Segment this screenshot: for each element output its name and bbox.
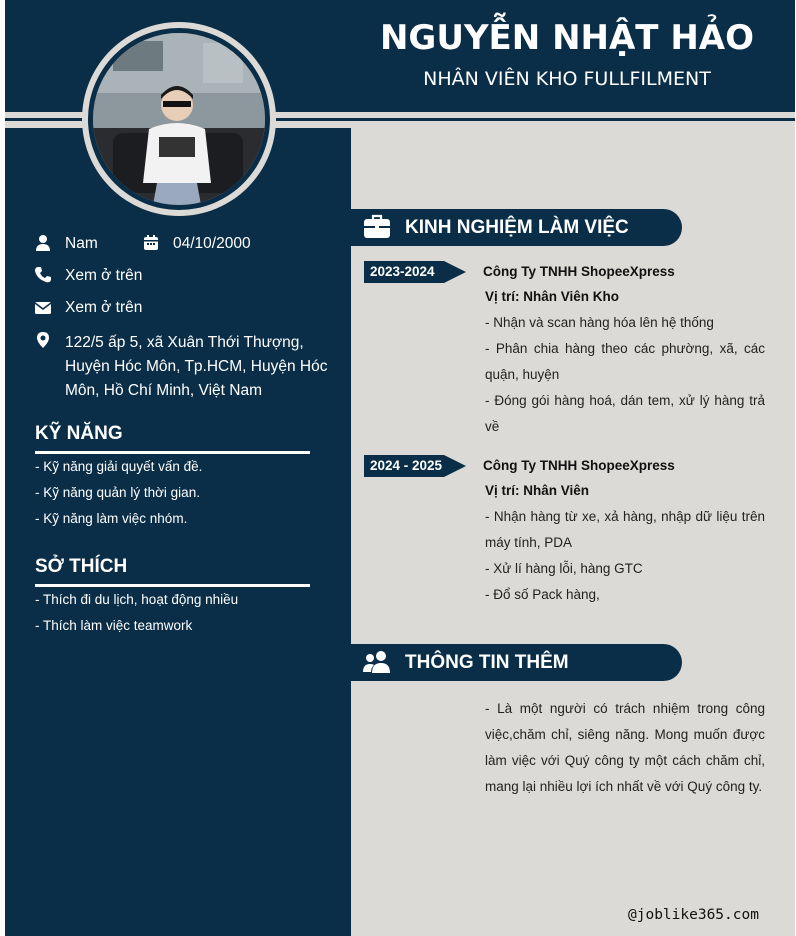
job-position: Vị trí: Nhân Viên Kho [485,289,620,304]
job-duties [485,310,765,440]
experience-title: KINH NGHIỆM LÀM VIỆC [405,217,629,238]
skill-item: - Kỹ năng giải quyết vấn đề. [35,459,203,474]
envelope-icon [34,299,52,317]
skills-rule [35,451,310,454]
address [65,331,327,403]
more-info-text: - Là một người có trách nhiệm trong công việc,chăm chỉ, siêng năng. Mong muốn được làm việc với Quý công ty một cách chăm chỉ, mang lại nhiều lợi ích nhất về với Quý công ty. [485,701,765,794]
duty-item: - Phân chia hàng theo các phường, xã, các quận, huyện [485,341,765,382]
job-company: Công Ty TNHH ShopeeXpress [483,458,675,473]
briefcase-icon [363,214,391,240]
job-years: 2024 - 2025 [364,455,444,477]
hobbies-title: SỞ THÍCH [35,556,128,577]
phone: Xem ở trên [65,267,143,284]
duty-item: - Nhận hàng từ xe, xả hàng, nhập dữ liệu trên máy tính, PDA [485,509,765,550]
job-position: Vị trí: Nhân Viên [485,483,590,498]
duty-item: - Nhận và scan hàng hóa lên hệ thống [485,315,714,330]
job-duties [485,504,765,608]
duty-item: - Xử lí hàng lỗi, hàng GTC [485,561,643,576]
footer-watermark: @joblike365.com [628,907,759,923]
avatar [93,33,265,205]
hobbies-rule [35,584,310,587]
candidate-role: NHÂN VIÊN KHO FULLFILMENT [423,68,711,90]
location-pin-icon [34,331,52,349]
address-line: Huyện Hóc Môn, Tp.HCM, Huyện Hóc [65,358,328,375]
job-years: 2023-2024 [364,261,444,283]
email: Xem ở trên [65,299,143,316]
year-arrow [444,261,466,283]
skills-title: KỸ NĂNG [35,423,123,444]
skill-item: - Kỹ năng làm việc nhóm. [35,511,188,526]
calendar-icon [142,234,160,252]
phone-icon [34,266,52,284]
hobby-item: - Thích làm việc teamwork [35,618,193,633]
year-arrow [444,455,466,477]
gender: Nam [65,235,98,252]
users-icon [363,649,391,675]
job-company: Công Ty TNHH ShopeeXpress [483,264,675,279]
skill-item: - Kỹ năng quản lý thời gian. [35,485,200,500]
hobby-item: - Thích đi du lịch, hoạt động nhiều [35,592,239,607]
more-info-title: THÔNG TIN THÊM [405,652,569,673]
avatar-photo [93,33,265,205]
candidate-name: NGUYỄN NHẬT HẢO [379,18,755,58]
address-line: 122/5 ấp 5, xã Xuân Thới Thượng, [65,334,304,351]
address-line: Môn, Hồ Chí Minh, Việt Nam [65,382,262,399]
cv-page [5,0,795,936]
duty-item: - Đóng gói hàng hoá, dán tem, xử lý hàng trả về [485,393,765,434]
person-icon [34,234,52,252]
duty-item: - Đổ số Pack hàng, [485,587,600,602]
birthday: 04/10/2000 [173,235,251,252]
